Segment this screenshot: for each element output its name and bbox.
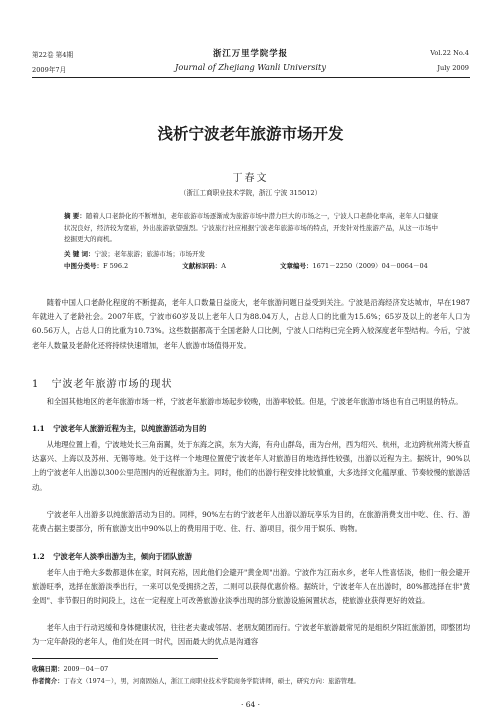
- article-author: 丁春文: [232, 173, 269, 184]
- subsection-1-1-paragraph-2: 宁波老年人出游多以纯旅游活动为目的。同样，90%左右的宁波老年人出游以游玩享乐为目的，在旅游消费支出中吃、住、行、游花费占据主要部分，所有旅游支出中90%以上的费用用于吃、住、行、游项目，很少用于娱乐、购物。: [32, 510, 470, 534]
- article-title: 浅析宁波老年旅游市场开发: [157, 125, 344, 143]
- footnote-received: [32, 664, 108, 673]
- subsection-1-2-paragraph-2: 老年人由于行动迟缓和身体健康状况，往往老夫妻或邻居、老朋友随团而行。宁波老年旅游最常见的是组织夕阳红旅游团，即整团均为一定年龄段的老年人，他们处在同一时代，因而最大的优点是沟通容: [32, 623, 470, 647]
- author-bio-value: 丁春文（1974－），男，河南固始人，浙江工商职业技术学院商务学院讲师，硕士，研究方向：旅游管理。: [63, 678, 360, 685]
- subsection-1-1-heading: [32, 424, 206, 434]
- clc-value: F 596.2: [103, 262, 129, 270]
- section-1-intro: 和全国其他地区的老年旅游市场一样，宁波老年旅游市场起步较晚，出游率较低。但是，宁波老年旅游市场也有自己明显的特点。: [46, 397, 463, 406]
- section-1-heading: [32, 375, 173, 390]
- journal-vol-no-en: Vol.22 No.4: [430, 49, 469, 57]
- journal-date: 2009年7月: [32, 66, 67, 74]
- subsection-1-1-paragraph-1: 从地理位置上看，宁波地处长三角南翼，处于东海之滨，东为大海，有舟山群岛，南为台州，西为绍兴、杭州，北边跨杭州湾大桥直达嘉兴、上海以及苏州、无锡等地。处于这样一个地理位置使宁波老年人对旅游目的地选择性较强，出游以近程为主。据统计，90%以上的宁波老年人出游以300公里范围内的近程旅游为主。同时，他们的出游行程安排比较慎重，大多选择文化蕴厚重、节奏较慢的旅游活动。: [32, 440, 470, 492]
- abstract-text: 随着人口老龄化的不断增加，老年旅游市场逐渐成为旅游市场中潜力巨大的市场之一，宁波人口老龄化率高，老年人口健康状况良好，经济较为宽裕，外出旅游欲望强烈。宁波旅行社应根据宁波老年旅游市场的特点，开发针对性旅游产品，从这一市场中挖掘更大的商机。: [64, 212, 439, 244]
- subsection-1-2-heading: [32, 552, 192, 562]
- subsection-1-2-paragraph-1: 老年人由于绝大多数都退休在家，时间充裕，因此他们会避开"黄金周"出游。宁波作为江南水乡，老年人性喜恬淡，他们一般会避开旅游旺季，选择在旅游淡季出行，一来可以免受拥挤之苦，二则可以获得优惠价格。据统计，宁波老年人在出游时，80%都选择在非"黄金周"、非节假日的时间段上，这在一定程度上可改善旅游业淡季出现的部分旅游设施闲置状态，使旅游业获得更好的效益。: [32, 568, 470, 606]
- subsection-1-1-title: 宁波老年人旅游近程为主，以纯旅游活动为目的: [53, 424, 207, 433]
- journal-date-en: July 2009: [437, 64, 469, 72]
- keywords: [64, 249, 438, 261]
- header-rule: [32, 77, 470, 78]
- page-number: · 64 ·: [240, 700, 261, 709]
- author-bio-label: 作者简介：: [32, 678, 64, 685]
- section-1-number: 1: [32, 379, 40, 390]
- abstract: [64, 211, 438, 246]
- abstract-label: 摘 要：: [64, 212, 86, 220]
- subsection-1-2-number: 1.2: [32, 552, 45, 561]
- subsection-1-2-title: 宁波老年人淡季出游为主，倾向于团队旅游: [53, 552, 192, 561]
- subsection-1-1-number: 1.1: [32, 424, 45, 433]
- article-no-value: 1671－2250（2009）04－0064－04: [312, 262, 428, 270]
- footnote-rule: [32, 658, 218, 659]
- intro-paragraph: 随着中国人口老龄化程度的不断提高，老年人口数量日益庞大，老年旅游问题日益受到关注。宁波是沿海经济发达城市，早在1987年就进入了老龄社会。2007年底，宁波市60岁及以上老年人口为88.04万人，占总人口的比重为15.6%；65岁及以上的老年人口为60.56万人，占总人口的比重为10.73%。这些数据都高于全国老龄人口比例，宁波人口结构已完全跨入较深度老年型结构。今后，宁波老年人数量及老龄化还将持续快速增加，老年人旅游市场值得开发。: [32, 298, 470, 350]
- journal-volume-issue: 第22卷 第4期: [32, 51, 74, 59]
- classification-line: [64, 261, 438, 273]
- journal-name-en: Journal of Zhejiang Wanli University: [175, 62, 326, 72]
- article-no-label: 文章编号：: [280, 262, 313, 270]
- keywords-text: 宁波；老年旅游；旅游市场；市场开发: [94, 250, 206, 258]
- journal-name-cn: 浙江万里学院学报: [213, 48, 288, 58]
- received-value: 2009－04－07: [63, 666, 109, 673]
- doc-label: 文献标识码：: [182, 262, 222, 270]
- keywords-label: 关 键 词：: [64, 250, 95, 258]
- article-affiliation: （浙江工商职业技术学院，浙江 宁波 315012）: [179, 189, 322, 197]
- footnote-author: [32, 676, 470, 685]
- section-1-title: 宁波老年旅游市场的现状: [51, 379, 173, 390]
- received-label: 收稿日期：: [32, 666, 64, 673]
- doc-value: A: [221, 262, 226, 270]
- clc-label: 中图分类号：: [64, 262, 103, 270]
